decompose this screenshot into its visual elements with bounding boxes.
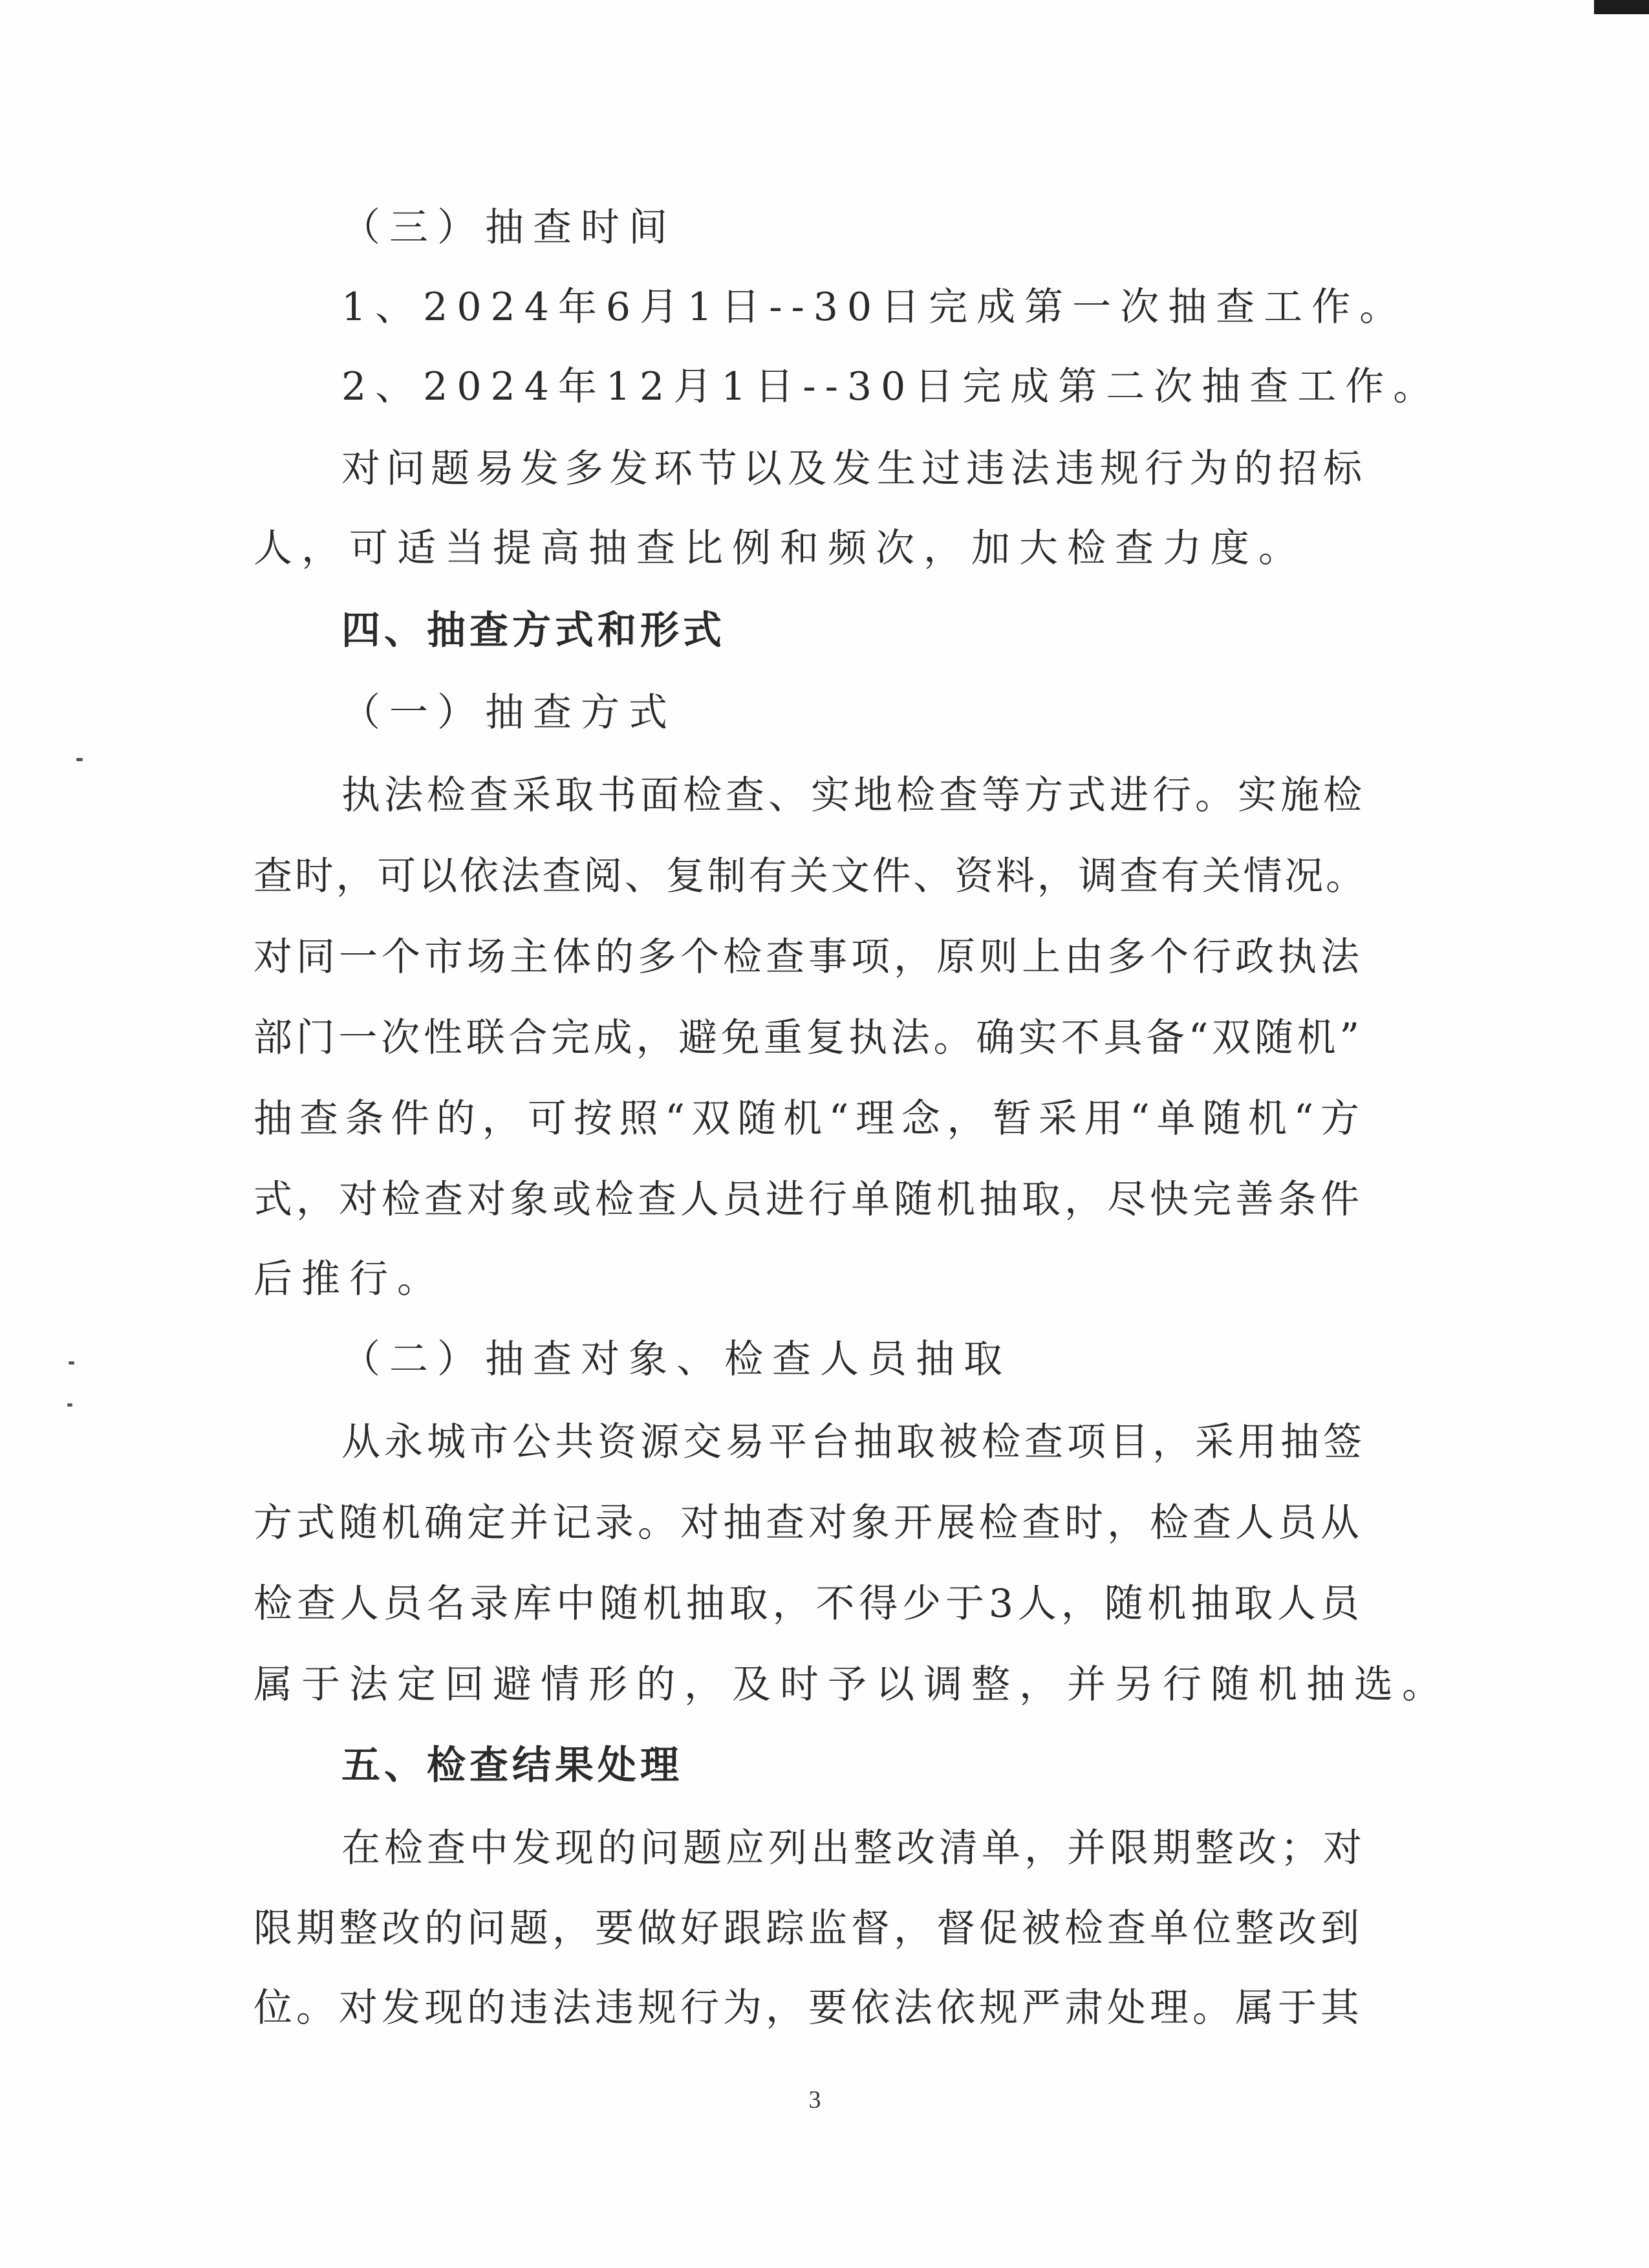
paragraph-line: 后推行。: [253, 1257, 445, 1302]
paragraph-line: 位。对发现的违法违规行为，要依法依规严肃处理。属于其: [253, 1985, 1359, 2031]
paragraph-line: 抽查条件的，可按照“双随机“理念，暂采用“单随机“方: [253, 1096, 1359, 1141]
paragraph-line: 属于法定回避情形的，及时予以调整，并另行随机抽选。: [253, 1662, 1450, 1707]
paragraph-line: 方式随机确定并记录。对抽查对象开展检查时，检查人员从: [253, 1500, 1359, 1546]
paragraph-line: 执法检查采取书面检查、实地检查等方式进行。实施检: [341, 773, 1362, 818]
section-heading-4: 四、抽查方式和形式: [341, 608, 726, 653]
paragraph-line: 查时，可以依法查阅、复制有关文件、资料，调查有关情况。: [253, 854, 1364, 899]
paragraph-line: 2、2024年12月1日--30日完成第二次抽查工作。: [341, 364, 1441, 409]
paragraph-line: 部门一次性联合完成，避免重复执法。确实不具备“双随机”: [253, 1015, 1359, 1061]
subheading-sampling-objects: （二）抽查对象、检查人员抽取: [341, 1337, 1011, 1382]
paragraph-line: 限期整改的问题，要做好跟踪监督，督促被检查单位整改到: [253, 1906, 1359, 1951]
page-number: 3: [808, 2086, 821, 2113]
scan-edge-mark: [1594, 0, 1649, 14]
scan-speck: [69, 1361, 74, 1365]
subheading-sampling-method: （一）抽查方式: [341, 690, 676, 735]
paragraph-line: 检查人员名录库中随机抽取，不得少于3人，随机抽取人员: [253, 1581, 1359, 1626]
paragraph-line: 从永城市公共资源交易平台抽取被检查项目，采用抽签: [341, 1420, 1362, 1465]
scan-speck: [67, 1403, 72, 1407]
paragraph-line: 式，对检查对象或检查人员进行单随机抽取，尽快完善条件: [253, 1177, 1359, 1222]
paragraph-line: 对问题易发多发环节以及发生过违法违规行为的招标: [341, 446, 1362, 491]
paragraph-line: 在检查中发现的问题应列出整改清单，并限期整改；对: [341, 1826, 1362, 1871]
paragraph-line: 1、2024年6月1日--30日完成第一次抽查工作。: [341, 285, 1408, 330]
subheading-sampling-time: （三）抽查时间: [341, 205, 676, 250]
scan-speck: [76, 758, 83, 761]
section-heading-5: 五、检查结果处理: [341, 1743, 683, 1788]
paragraph-line: 人，可适当提高抽查比例和频次，加大检查力度。: [253, 526, 1306, 571]
paragraph-line: 对同一个市场主体的多个检查事项，原则上由多个行政执法: [253, 934, 1359, 980]
